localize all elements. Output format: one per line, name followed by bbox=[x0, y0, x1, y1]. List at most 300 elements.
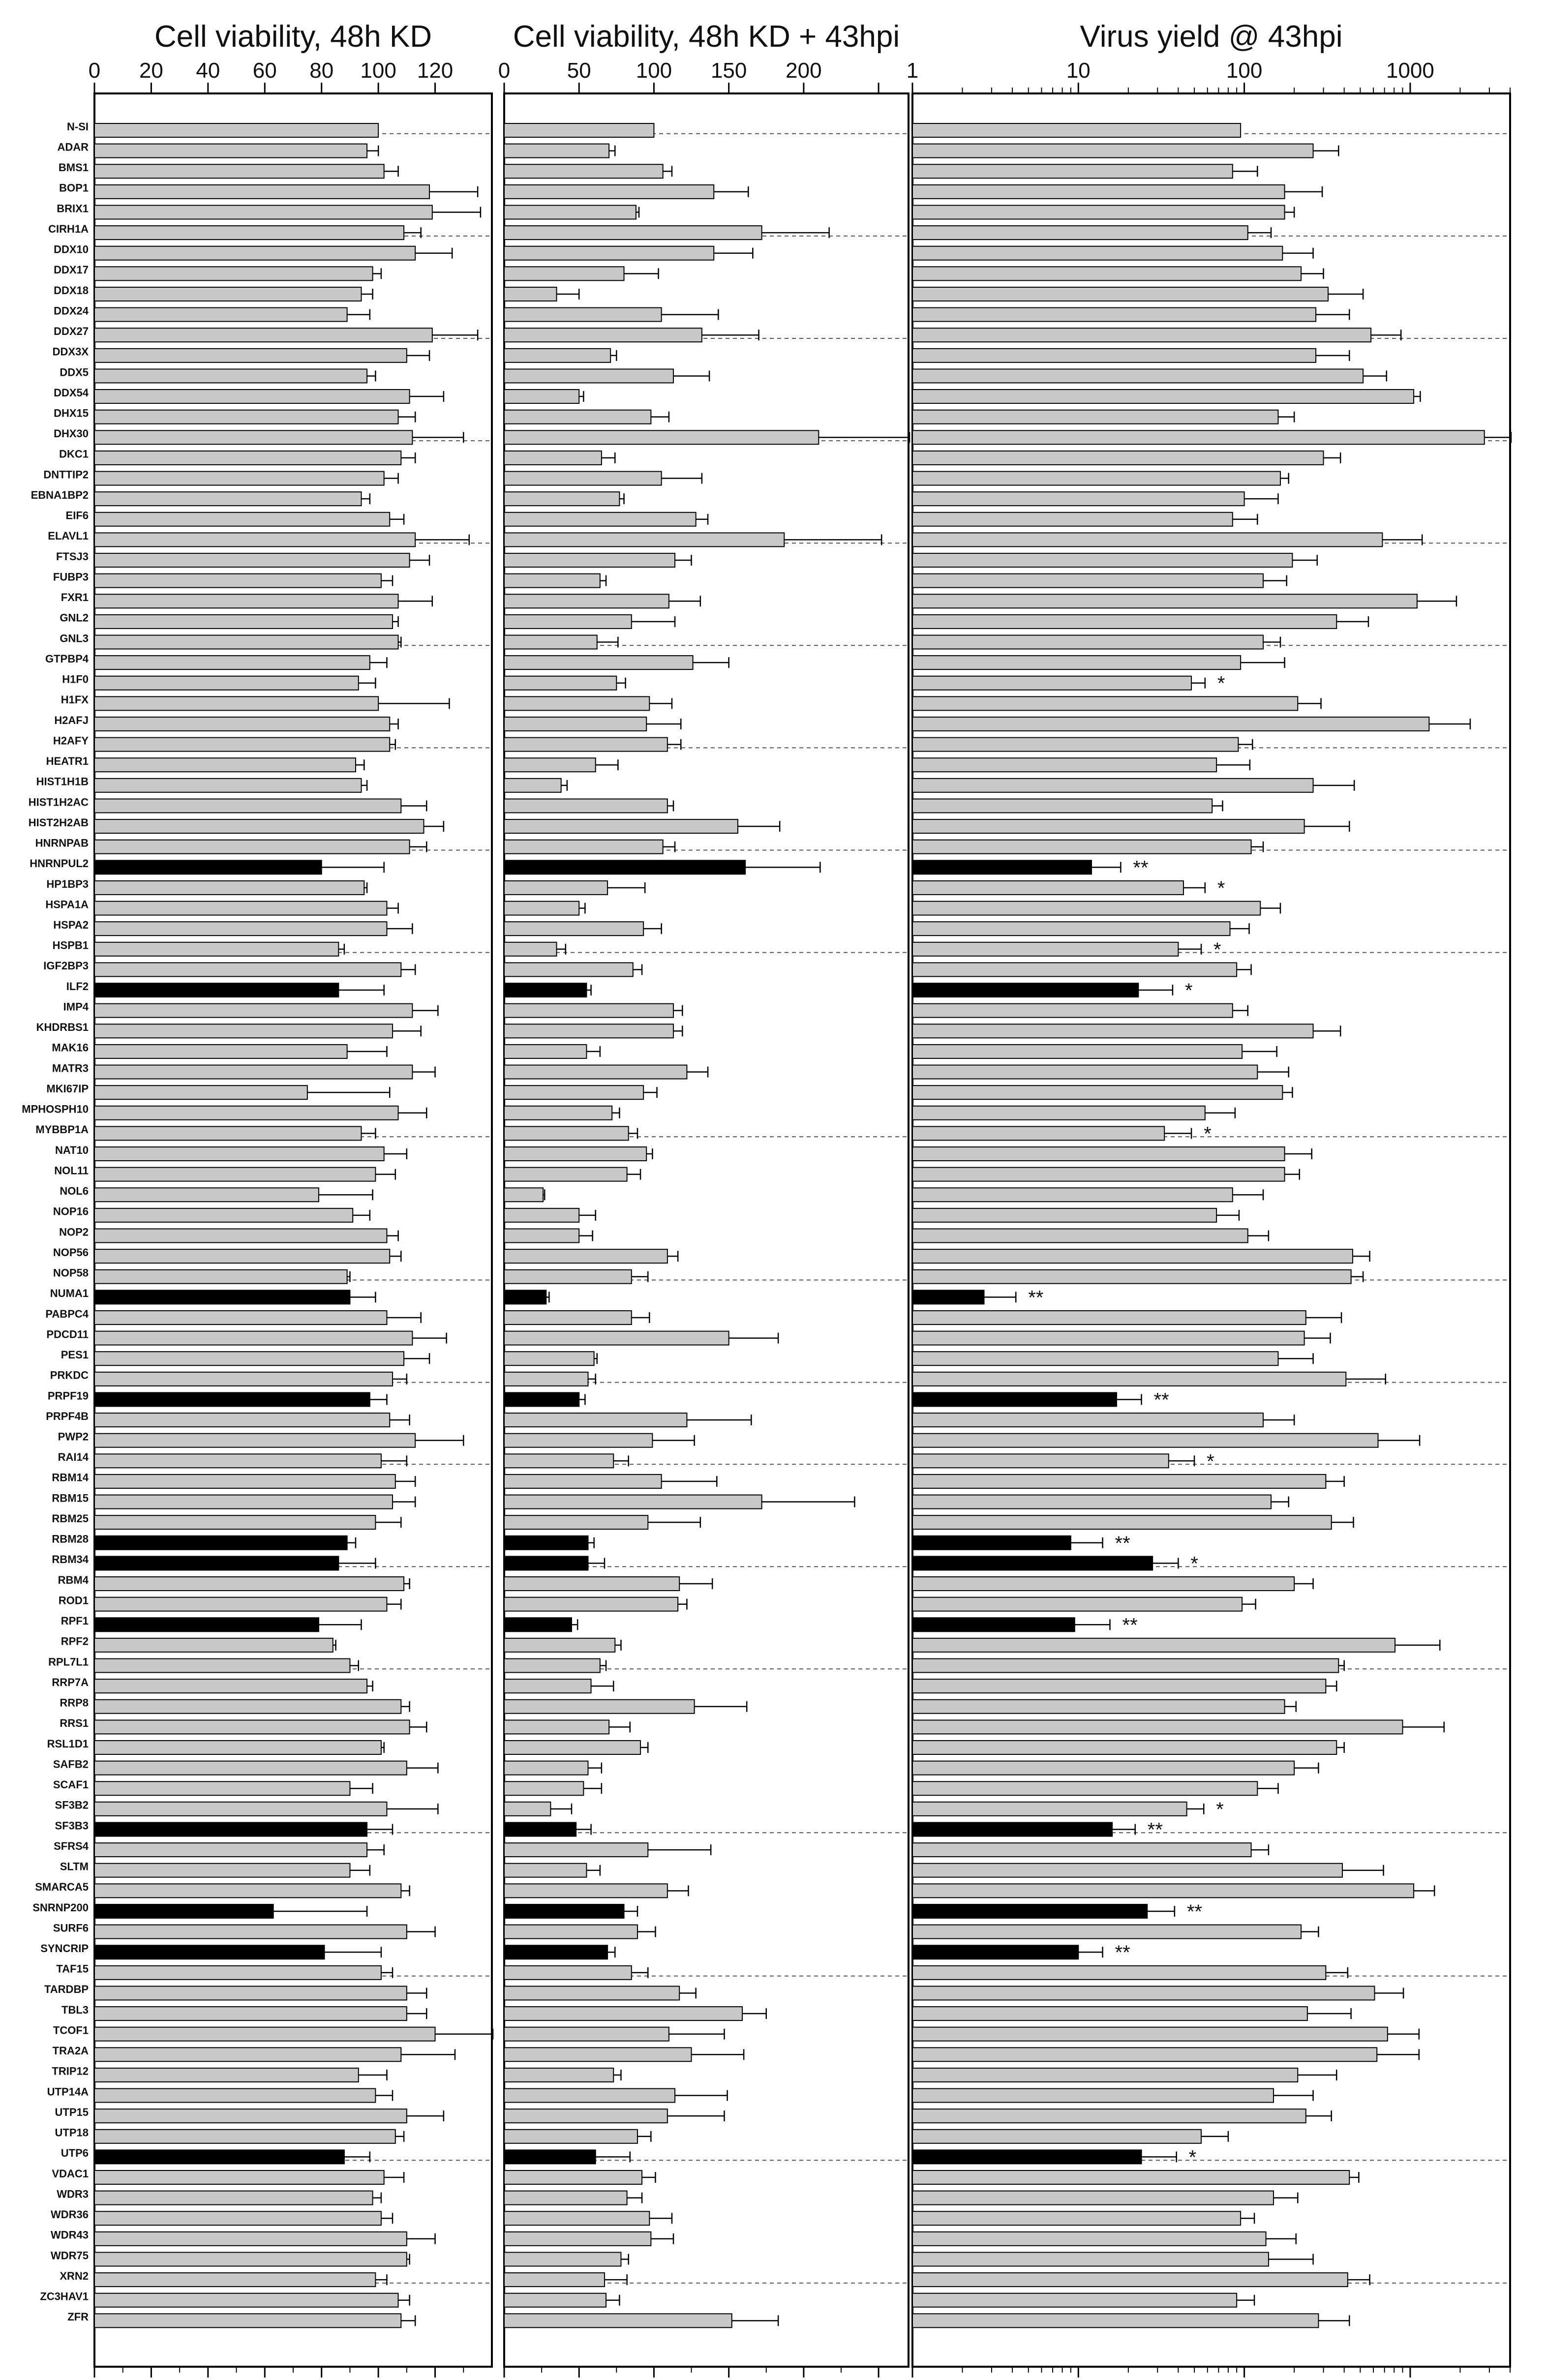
significance-marker-prpf19: ** bbox=[1153, 1389, 1169, 1411]
bar-p3-n-si bbox=[912, 123, 1241, 137]
bar-p3-rpf1 bbox=[912, 1618, 1075, 1631]
bar-p1-sf3b2 bbox=[94, 1802, 387, 1816]
bar-p1-sltm bbox=[94, 1864, 350, 1877]
gene-label-xrn2: XRN2 bbox=[60, 2269, 89, 2282]
bar-p1-snrnp200 bbox=[94, 1904, 273, 1918]
gene-label-rai14: RAI14 bbox=[58, 1451, 89, 1464]
tick-label-p1-1: 20 bbox=[139, 59, 163, 83]
gene-label-h2afj: H2AFJ bbox=[54, 714, 89, 726]
bar-p1-bms1 bbox=[94, 164, 384, 178]
gene-label-mki67ip: MKI67IP bbox=[46, 1082, 89, 1095]
bar-p1-prpf19 bbox=[94, 1392, 370, 1406]
bar-p1-rrp8 bbox=[94, 1700, 401, 1714]
bar-p2-wdr3 bbox=[504, 2191, 627, 2205]
bar-p2-bms1 bbox=[504, 164, 663, 178]
bar-p2-rai14 bbox=[504, 1454, 613, 1468]
bar-p2-sltm bbox=[504, 1864, 586, 1877]
bar-p1-hspa1a bbox=[94, 902, 387, 915]
bar-p2-rpl7l1 bbox=[504, 1659, 600, 1673]
gene-label-eif6: EIF6 bbox=[65, 509, 89, 522]
gene-label-ebna1bp2: EBNA1BP2 bbox=[30, 488, 89, 501]
gene-label-tcof1: TCOF1 bbox=[53, 2024, 89, 2037]
gene-label-ddx18: DDX18 bbox=[54, 284, 89, 297]
bar-p3-mphosph10 bbox=[912, 1106, 1205, 1120]
bar-p3-smarca5 bbox=[912, 1884, 1414, 1898]
bar-p2-prpf19 bbox=[504, 1392, 579, 1406]
bar-p1-nol11 bbox=[94, 1168, 375, 1181]
bar-p2-eif6 bbox=[504, 512, 696, 526]
bar-p1-rpf2 bbox=[94, 1638, 333, 1652]
gene-label-fubp3: FUBP3 bbox=[53, 571, 89, 583]
gene-label-dnttip2: DNTTIP2 bbox=[43, 468, 89, 481]
gene-label-h1fx: H1FX bbox=[61, 693, 89, 706]
bar-p1-gnl2 bbox=[94, 615, 393, 629]
bar-p2-rrs1 bbox=[504, 1720, 609, 1734]
bar-p1-heatr1 bbox=[94, 758, 356, 772]
bar-p3-utp15 bbox=[912, 2109, 1306, 2123]
bar-p3-pabpc4 bbox=[912, 1311, 1306, 1325]
bar-p2-h2afy bbox=[504, 738, 667, 752]
bar-p3-hnrnpab bbox=[912, 840, 1251, 854]
bar-p2-zfr bbox=[504, 2314, 732, 2327]
gene-label-rbm25: RBM25 bbox=[52, 1512, 89, 1525]
bar-p1-hnrnpab bbox=[94, 840, 410, 854]
bar-p2-elavl1 bbox=[504, 533, 784, 546]
bar-p2-dkc1 bbox=[504, 451, 602, 465]
bar-p2-rpf2 bbox=[504, 1638, 615, 1652]
bar-p3-cirh1a bbox=[912, 226, 1248, 240]
bar-p2-mak16 bbox=[504, 1045, 586, 1058]
bar-p1-hspa2 bbox=[94, 922, 387, 935]
bar-p3-nop56 bbox=[912, 1249, 1353, 1263]
bar-p1-matr3 bbox=[94, 1065, 412, 1079]
bar-p1-ddx10 bbox=[94, 246, 415, 260]
gene-label-bms1: BMS1 bbox=[58, 161, 89, 174]
bar-p2-n-si bbox=[504, 123, 654, 137]
bar-p2-fubp3 bbox=[504, 574, 600, 588]
bar-p1-utp6 bbox=[94, 2150, 344, 2164]
bar-p2-prkdc bbox=[504, 1372, 588, 1386]
bar-p3-ddx18 bbox=[912, 287, 1328, 301]
bar-p1-prpf4b bbox=[94, 1413, 390, 1427]
bar-p1-ddx17 bbox=[94, 267, 373, 280]
bar-p3-ddx17 bbox=[912, 267, 1301, 280]
bar-p1-ddx54 bbox=[94, 390, 410, 403]
bar-p2-nop56 bbox=[504, 1249, 667, 1263]
gene-label-igf2bp3: IGF2BP3 bbox=[43, 960, 89, 972]
bar-p1-pdcd11 bbox=[94, 1331, 412, 1345]
bar-p1-eif6 bbox=[94, 512, 390, 526]
bar-p1-nop2 bbox=[94, 1229, 387, 1242]
bar-p3-brix1 bbox=[912, 205, 1285, 219]
bar-p1-igf2bp3 bbox=[94, 963, 401, 976]
bar-p2-nol11 bbox=[504, 1168, 627, 1181]
bar-p3-nop2 bbox=[912, 1229, 1248, 1242]
gene-label-rpl7l1: RPL7L1 bbox=[48, 1656, 89, 1668]
gene-label-numa1: NUMA1 bbox=[50, 1287, 89, 1300]
bar-p3-fxr1 bbox=[912, 594, 1417, 608]
gene-label-dkc1: DKC1 bbox=[59, 448, 89, 460]
bar-p3-mybbp1a bbox=[912, 1126, 1164, 1140]
significance-marker-hnrnpul2: ** bbox=[1133, 857, 1149, 879]
gene-label-brix1: BRIX1 bbox=[57, 202, 89, 215]
bar-p1-wdr75 bbox=[94, 2252, 407, 2266]
bar-p3-sf3b2 bbox=[912, 1802, 1187, 1816]
bar-p3-ilf2 bbox=[912, 983, 1138, 997]
gene-label-tra2a: TRA2A bbox=[52, 2045, 89, 2057]
bar-p1-rai14 bbox=[94, 1454, 381, 1468]
gene-label-ddx5: DDX5 bbox=[60, 366, 89, 379]
bar-p2-prpf4b bbox=[504, 1413, 687, 1427]
tick-label-p2-4: 200 bbox=[786, 59, 822, 83]
bar-p1-numa1 bbox=[94, 1290, 350, 1304]
bar-p3-rpl7l1 bbox=[912, 1659, 1338, 1673]
bar-p3-tardbp bbox=[912, 1986, 1375, 2000]
gene-label-rod1: ROD1 bbox=[58, 1594, 89, 1607]
bar-p2-hnrnpul2 bbox=[504, 860, 745, 874]
gene-label-cirh1a: CIRH1A bbox=[48, 222, 89, 235]
panel-title-3: Virus yield @ 43hpi bbox=[1080, 20, 1343, 54]
bar-p3-safb2 bbox=[912, 1761, 1294, 1775]
significance-marker-rbm34: * bbox=[1190, 1553, 1198, 1575]
gene-label-fxr1: FXR1 bbox=[61, 591, 89, 604]
gene-label-dhx15: DHX15 bbox=[54, 407, 89, 420]
bar-p3-rbm25 bbox=[912, 1515, 1332, 1529]
bar-p1-h1f0 bbox=[94, 676, 359, 690]
bar-p2-tbl3 bbox=[504, 2007, 742, 2020]
bar-p1-zc3hav1 bbox=[94, 2293, 398, 2307]
gene-label-nop2: NOP2 bbox=[59, 1226, 89, 1238]
bar-p2-tcof1 bbox=[504, 2027, 669, 2041]
bar-p1-ddx5 bbox=[94, 369, 367, 383]
gene-label-bop1: BOP1 bbox=[59, 181, 89, 194]
bar-p1-rrp7a bbox=[94, 1679, 367, 1693]
tick-label-p3-0: 1 bbox=[906, 59, 919, 83]
bar-p1-nop56 bbox=[94, 1249, 390, 1263]
bar-p1-dhx15 bbox=[94, 410, 398, 424]
gene-label-heatr1: HEATR1 bbox=[46, 755, 89, 768]
bar-p1-mki67ip bbox=[94, 1085, 307, 1099]
bar-p3-rsl1d1 bbox=[912, 1741, 1336, 1754]
bar-p1-tbl3 bbox=[94, 2007, 407, 2020]
bar-p2-wdr75 bbox=[504, 2252, 621, 2266]
tick-label-p3-2: 100 bbox=[1226, 59, 1263, 83]
bar-p3-elavl1 bbox=[912, 533, 1382, 546]
gene-label-nat10: NAT10 bbox=[55, 1144, 89, 1156]
gene-label-hspa1a: HSPA1A bbox=[45, 898, 89, 911]
bar-p3-hspa1a bbox=[912, 902, 1260, 915]
significance-marker-sf3b2: * bbox=[1216, 1798, 1224, 1820]
bar-p2-xrn2 bbox=[504, 2273, 605, 2287]
gene-label-wdr75: WDR75 bbox=[50, 2249, 89, 2262]
bar-p2-hspb1 bbox=[504, 942, 557, 956]
bar-p2-rbm28 bbox=[504, 1536, 588, 1550]
gene-label-hp1bp3: HP1BP3 bbox=[46, 877, 89, 890]
bar-p3-ddx10 bbox=[912, 246, 1282, 260]
bar-p1-dnttip2 bbox=[94, 472, 384, 485]
bar-p1-utp14a bbox=[94, 2089, 375, 2103]
bar-p3-ddx54 bbox=[912, 390, 1414, 403]
bar-p2-utp6 bbox=[504, 2150, 596, 2164]
bar-p3-dhx15 bbox=[912, 410, 1278, 424]
bar-p3-utp18 bbox=[912, 2130, 1201, 2143]
bar-p3-mak16 bbox=[912, 1045, 1242, 1058]
bar-p2-pabpc4 bbox=[504, 1311, 632, 1325]
bar-p3-nat10 bbox=[912, 1147, 1285, 1161]
gene-label-h2afy: H2AFY bbox=[53, 734, 89, 747]
bar-p1-surf6 bbox=[94, 1925, 407, 1939]
bar-p1-wdr43 bbox=[94, 2232, 407, 2246]
gene-label-gnl2: GNL2 bbox=[60, 611, 89, 624]
panel-title-1: Cell viability, 48h KD bbox=[154, 20, 432, 54]
bar-p1-rrs1 bbox=[94, 1720, 410, 1734]
gene-label-rrp8: RRP8 bbox=[60, 1696, 89, 1709]
bar-p2-bop1 bbox=[504, 185, 714, 199]
gene-label-prkdc: PRKDC bbox=[50, 1369, 89, 1382]
bar-p2-gnl3 bbox=[504, 635, 597, 649]
bar-p2-utp18 bbox=[504, 2130, 637, 2143]
gene-label-utp6: UTP6 bbox=[61, 2147, 89, 2160]
gene-label-sf3b2: SF3B2 bbox=[55, 1799, 89, 1811]
bar-p1-mybbp1a bbox=[94, 1126, 362, 1140]
bar-p1-hnrnpul2 bbox=[94, 860, 322, 874]
bar-p3-rrp7a bbox=[912, 1679, 1326, 1693]
gene-label-pes1: PES1 bbox=[61, 1349, 89, 1361]
bar-p3-utp14a bbox=[912, 2089, 1273, 2103]
bar-p1-tra2a bbox=[94, 2048, 401, 2061]
bar-p1-fxr1 bbox=[94, 594, 398, 608]
bar-p2-imp4 bbox=[504, 1004, 673, 1018]
bar-p2-hp1bp3 bbox=[504, 881, 607, 895]
bar-p2-rpf1 bbox=[504, 1618, 572, 1631]
bar-p1-cirh1a bbox=[94, 226, 404, 240]
bar-p2-ddx5 bbox=[504, 369, 673, 383]
bar-p3-trip12 bbox=[912, 2068, 1298, 2082]
bar-p3-zfr bbox=[912, 2314, 1318, 2327]
bar-p1-prkdc bbox=[94, 1372, 393, 1386]
gene-label-vdac1: VDAC1 bbox=[52, 2167, 89, 2180]
gene-label-nop16: NOP16 bbox=[53, 1205, 89, 1218]
bar-p1-hist1h2ac bbox=[94, 799, 401, 813]
tick-label-p1-6: 120 bbox=[417, 59, 454, 83]
significance-marker-numa1: ** bbox=[1028, 1287, 1044, 1309]
gene-label-taf15: TAF15 bbox=[56, 1962, 89, 1975]
bar-p1-ilf2 bbox=[94, 983, 338, 997]
bar-p3-wdr3 bbox=[912, 2191, 1273, 2205]
bar-p2-rrp7a bbox=[504, 1679, 591, 1693]
bar-p2-nat10 bbox=[504, 1147, 646, 1161]
gene-label-hspa2: HSPA2 bbox=[53, 918, 89, 931]
gene-label-sfrs4: SFRS4 bbox=[54, 1839, 89, 1852]
bar-p2-ebna1bp2 bbox=[504, 492, 619, 506]
bar-p2-ddx27 bbox=[504, 328, 702, 342]
bar-p3-ddx24 bbox=[912, 308, 1316, 322]
gene-label-ddx54: DDX54 bbox=[54, 386, 89, 399]
bar-p3-h1f0 bbox=[912, 676, 1191, 690]
bar-p1-ftsj3 bbox=[94, 553, 410, 567]
gene-label-rsl1d1: RSL1D1 bbox=[47, 1737, 89, 1750]
bar-p2-scaf1 bbox=[504, 1781, 583, 1795]
gene-label-imp4: IMP4 bbox=[63, 1000, 89, 1013]
bar-p3-sfrs4 bbox=[912, 1843, 1251, 1857]
bar-p3-tra2a bbox=[912, 2048, 1377, 2061]
bar-p3-ebna1bp2 bbox=[912, 492, 1244, 506]
bar-p2-ddx17 bbox=[504, 267, 624, 280]
bar-p3-igf2bp3 bbox=[912, 963, 1237, 976]
gene-label-tbl3: TBL3 bbox=[61, 2003, 89, 2016]
bar-p1-ddx24 bbox=[94, 308, 347, 322]
significance-marker-snrnp200: ** bbox=[1186, 1900, 1203, 1923]
gene-label-prpf4b: PRPF4B bbox=[46, 1410, 89, 1422]
gene-label-scaf1: SCAF1 bbox=[53, 1778, 89, 1791]
gene-label-syncrip: SYNCRIP bbox=[40, 1942, 89, 1955]
gene-label-rbm34: RBM34 bbox=[52, 1553, 89, 1566]
bar-p3-prkdc bbox=[912, 1372, 1346, 1386]
bar-p2-sf3b3 bbox=[504, 1822, 576, 1836]
bar-p2-rbm34 bbox=[504, 1556, 588, 1570]
gene-label-nop56: NOP56 bbox=[53, 1246, 89, 1259]
bar-p2-hist1h2ac bbox=[504, 799, 667, 813]
bar-p1-rpf1 bbox=[94, 1618, 319, 1631]
bar-p1-rod1 bbox=[94, 1597, 387, 1611]
bar-p2-gnl2 bbox=[504, 615, 632, 629]
bar-p2-dhx30 bbox=[504, 430, 818, 444]
gene-label-ftsj3: FTSJ3 bbox=[56, 550, 89, 563]
bar-p3-hp1bp3 bbox=[912, 881, 1183, 895]
bar-p2-mybbp1a bbox=[504, 1126, 629, 1140]
bar-p1-ddx3x bbox=[94, 349, 407, 362]
bar-p3-rod1 bbox=[912, 1597, 1242, 1611]
gene-label-gtpbp4: GTPBP4 bbox=[45, 652, 89, 665]
gene-label-pdcd11: PDCD11 bbox=[46, 1328, 89, 1341]
bar-p3-h1fx bbox=[912, 696, 1298, 710]
bar-p1-rbm14 bbox=[94, 1475, 395, 1488]
gene-label-ilf2: ILF2 bbox=[66, 980, 89, 993]
bar-p3-mki67ip bbox=[912, 1085, 1282, 1099]
gene-label-zc3hav1: ZC3HAV1 bbox=[40, 2290, 89, 2303]
tick-label-p2-0: 0 bbox=[498, 59, 511, 83]
significance-marker-rai14: * bbox=[1207, 1450, 1214, 1473]
gene-label-rpf2: RPF2 bbox=[61, 1635, 89, 1648]
gene-label-rrs1: RRS1 bbox=[60, 1717, 89, 1730]
gene-label-nop58: NOP58 bbox=[53, 1266, 89, 1279]
bar-p1-utp15 bbox=[94, 2109, 407, 2123]
bar-p3-fubp3 bbox=[912, 574, 1263, 588]
bar-p1-rsl1d1 bbox=[94, 1741, 381, 1754]
gene-label-mak16: MAK16 bbox=[52, 1041, 89, 1054]
bar-p3-nol11 bbox=[912, 1168, 1285, 1181]
bar-p1-h2afj bbox=[94, 717, 390, 731]
gene-label-surf6: SURF6 bbox=[53, 1922, 89, 1934]
gene-label-hspb1: HSPB1 bbox=[52, 939, 89, 952]
bar-p3-rbm15 bbox=[912, 1495, 1271, 1509]
bar-p3-rrp8 bbox=[912, 1700, 1285, 1714]
gene-label-utp15: UTP15 bbox=[55, 2106, 89, 2118]
gene-label-gnl3: GNL3 bbox=[60, 632, 89, 645]
bar-p2-rbm14 bbox=[504, 1475, 662, 1488]
gene-label-matr3: MATR3 bbox=[52, 1062, 89, 1075]
bar-p2-nol6 bbox=[504, 1188, 543, 1202]
tick-label-p1-3: 60 bbox=[252, 59, 277, 83]
bar-p2-rbm25 bbox=[504, 1515, 648, 1529]
bar-p1-hp1bp3 bbox=[94, 881, 364, 895]
gene-label-pwp2: PWP2 bbox=[58, 1430, 89, 1443]
bar-p2-sfrs4 bbox=[504, 1843, 648, 1857]
gene-label-wdr3: WDR3 bbox=[57, 2188, 89, 2200]
bar-p2-sf3b2 bbox=[504, 1802, 550, 1816]
gene-label-ddx3x: DDX3X bbox=[52, 345, 89, 358]
bar-p1-tcof1 bbox=[94, 2027, 435, 2041]
bar-p1-mak16 bbox=[94, 1045, 347, 1058]
bar-p1-safb2 bbox=[94, 1761, 407, 1775]
bar-p2-trip12 bbox=[504, 2068, 613, 2082]
bar-p3-dhx30 bbox=[912, 430, 1485, 444]
tick-label-p1-2: 40 bbox=[196, 59, 220, 83]
bar-p1-nol6 bbox=[94, 1188, 319, 1202]
bar-p3-rbm4 bbox=[912, 1577, 1294, 1591]
bar-p2-mki67ip bbox=[504, 1085, 643, 1099]
bar-p3-surf6 bbox=[912, 1925, 1301, 1939]
bar-p1-pes1 bbox=[94, 1352, 404, 1365]
bar-p3-zc3hav1 bbox=[912, 2293, 1237, 2307]
bar-p3-taf15 bbox=[912, 1966, 1326, 1980]
bar-p3-wdr43 bbox=[912, 2232, 1266, 2246]
bar-p3-numa1 bbox=[912, 1290, 984, 1304]
bar-p1-pabpc4 bbox=[94, 1311, 387, 1325]
tick-label-p1-5: 100 bbox=[360, 59, 396, 83]
bar-p3-tcof1 bbox=[912, 2027, 1388, 2041]
bar-p1-h1fx bbox=[94, 696, 378, 710]
significance-marker-rbm28: ** bbox=[1115, 1532, 1130, 1554]
bar-p2-fxr1 bbox=[504, 594, 669, 608]
bar-p2-tra2a bbox=[504, 2048, 692, 2061]
gene-label-mybbp1a: MYBBP1A bbox=[35, 1123, 89, 1136]
bar-p2-syncrip bbox=[504, 1945, 607, 1959]
bar-p2-wdr36 bbox=[504, 2211, 649, 2225]
bar-p1-imp4 bbox=[94, 1004, 412, 1018]
bar-p1-rbm34 bbox=[94, 1556, 338, 1570]
bar-p3-rai14 bbox=[912, 1454, 1169, 1468]
bar-p2-smarca5 bbox=[504, 1884, 667, 1898]
bar-p3-imp4 bbox=[912, 1004, 1233, 1018]
bar-p2-rbm15 bbox=[504, 1495, 762, 1509]
gene-label-hnrnpul2: HNRNPUL2 bbox=[30, 857, 89, 870]
gene-label-ddx10: DDX10 bbox=[54, 243, 89, 256]
bar-p3-h2afy bbox=[912, 738, 1238, 752]
gene-label-elavl1: ELAVL1 bbox=[48, 530, 89, 542]
bar-p3-hspa2 bbox=[912, 922, 1230, 935]
bar-p3-snrnp200 bbox=[912, 1904, 1147, 1918]
bar-p1-syncrip bbox=[94, 1945, 324, 1959]
gene-label-utp18: UTP18 bbox=[55, 2126, 89, 2139]
bar-p3-wdr36 bbox=[912, 2211, 1241, 2225]
bar-p2-h1f0 bbox=[504, 676, 616, 690]
bar-p2-hspa2 bbox=[504, 922, 643, 935]
bar-p1-nat10 bbox=[94, 1147, 384, 1161]
gene-label-khdrbs1: KHDRBS1 bbox=[36, 1021, 89, 1034]
bar-p2-numa1 bbox=[504, 1290, 546, 1304]
bar-p3-hspb1 bbox=[912, 942, 1178, 956]
gene-label-ddx27: DDX27 bbox=[54, 325, 89, 338]
bar-p2-cirh1a bbox=[504, 226, 762, 240]
significance-marker-hp1bp3: * bbox=[1217, 877, 1225, 899]
bar-p1-ddx27 bbox=[94, 328, 432, 342]
bar-p3-prpf4b bbox=[912, 1413, 1263, 1427]
bar-p1-n-si bbox=[94, 123, 378, 137]
bar-p2-ddx54 bbox=[504, 390, 579, 403]
bar-p2-hspa1a bbox=[504, 902, 579, 915]
bar-p3-rbm34 bbox=[912, 1556, 1152, 1570]
